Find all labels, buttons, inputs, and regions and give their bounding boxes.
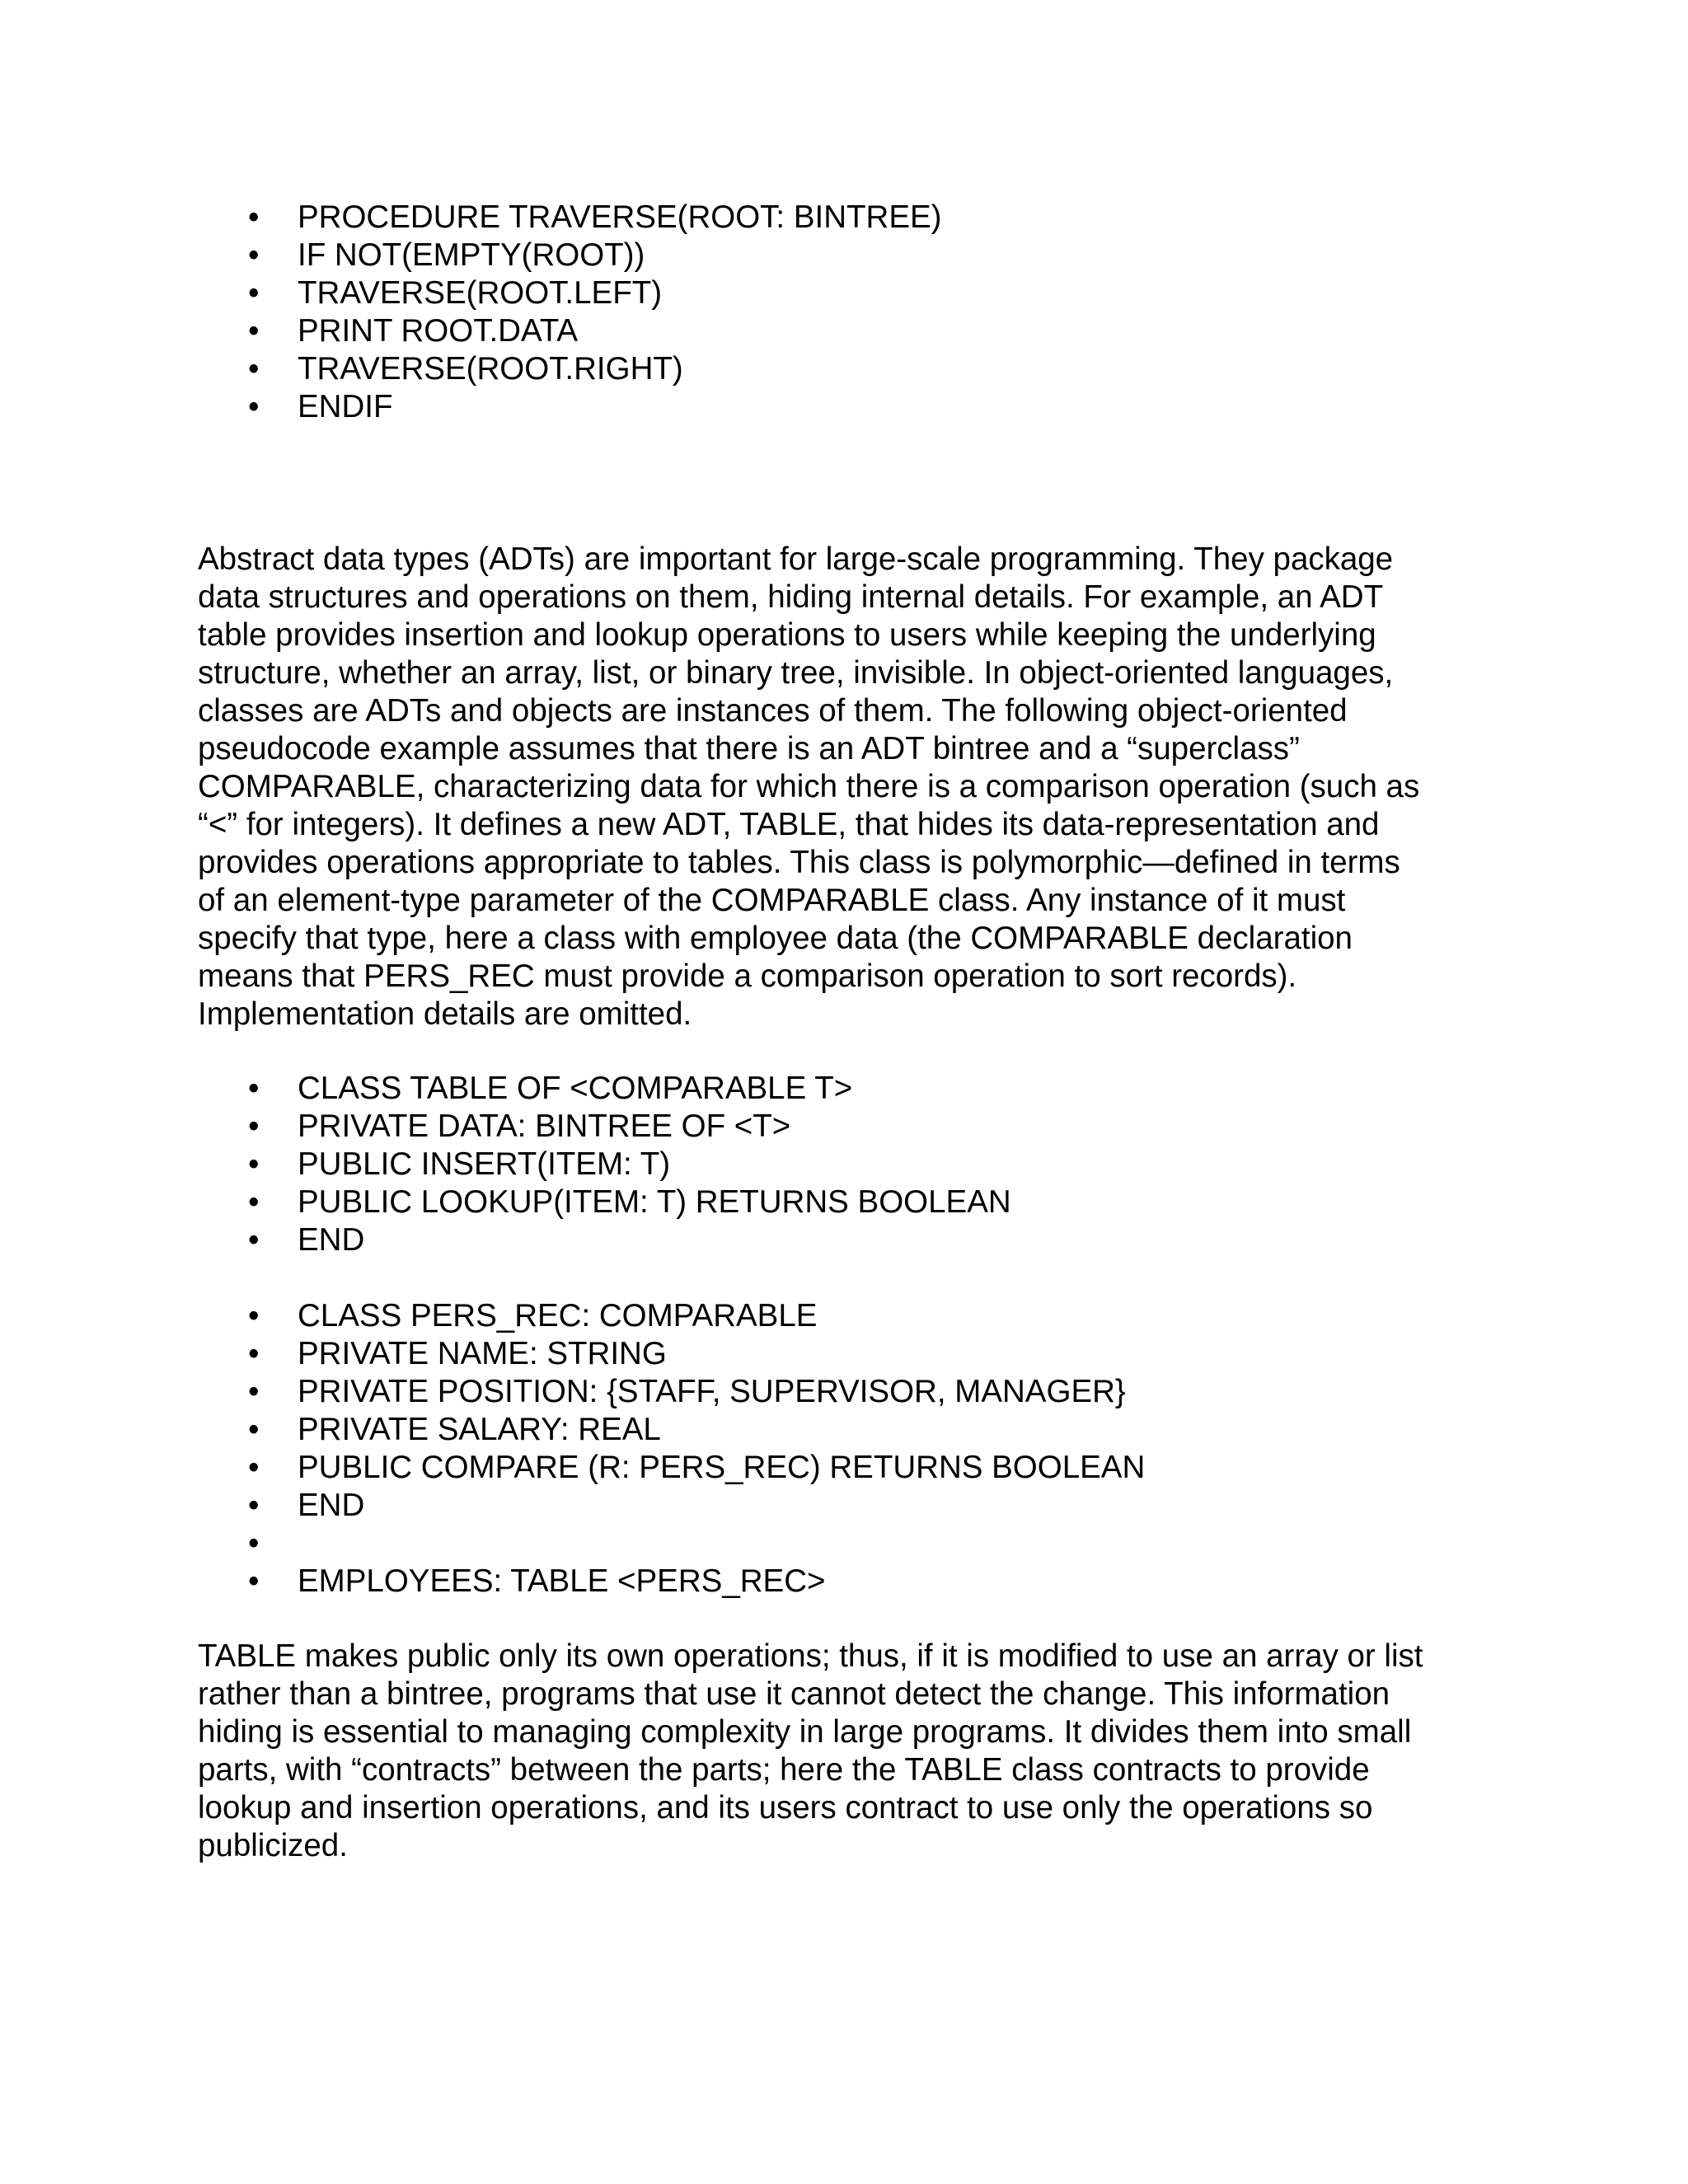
list-item-text: PRIVATE NAME: STRING: [298, 1336, 667, 1371]
bullet-icon: •: [248, 199, 260, 235]
bullet-icon: •: [248, 1488, 260, 1523]
paragraph-line: Abstract data types (ADTs) are important for large-scale programming. They package: [198, 541, 1394, 577]
information-hiding-paragraph: [198, 1638, 1517, 1865]
paragraph-line: TABLE makes public only its own operations; thus, if it is modified to use an array or list: [198, 1638, 1423, 1674]
list-item-text: PRIVATE POSITION: {STAFF, SUPERVISOR, MANAGER}: [298, 1374, 1126, 1409]
bullet-icon: •: [248, 313, 260, 349]
table-class-list: [198, 1070, 1011, 1259]
bullet-icon: •: [248, 1412, 260, 1447]
paragraph-line: COMPARABLE, characterizing data for which there is a comparison operation (such as: [198, 769, 1420, 804]
bullet-icon: •: [248, 1222, 260, 1258]
traverse-pseudocode-list: [198, 199, 942, 426]
list-item-text: CLASS TABLE OF <COMPARABLE T>: [298, 1071, 853, 1106]
list-item-text: ENDIF: [298, 389, 393, 424]
paragraph-line: classes are ADTs and objects are instances of them. The following object-oriented: [198, 693, 1348, 729]
list-item: [198, 1449, 1145, 1487]
bullet-icon: •: [248, 1071, 260, 1106]
paragraph-line: provides operations appropriate to tables. This class is polymorphic—defined in terms: [198, 845, 1400, 880]
paragraph-line: specify that type, here a class with employee data (the COMPARABLE declaration: [198, 921, 1353, 956]
paragraph-line: “<” for integers). It defines a new ADT, TABLE, that hides its data-representation and: [198, 807, 1380, 842]
list-item-text: TRAVERSE(ROOT.LEFT): [298, 275, 663, 311]
paragraph-line: hiding is essential to managing complexity in large programs. It divides them into small: [198, 1714, 1412, 1750]
list-item-text: PUBLIC COMPARE (R: PERS_REC) RETURNS BOOLEAN: [298, 1450, 1146, 1485]
list-item-text: PROCEDURE TRAVERSE(ROOT: BINTREE): [298, 199, 942, 235]
list-item: [198, 1335, 1145, 1373]
list-item: [198, 312, 942, 350]
list-item: [198, 1108, 1011, 1146]
list-item-text: IF NOT(EMPTY(ROOT)): [298, 237, 645, 273]
list-item: [198, 1070, 1011, 1108]
list-item-text: PUBLIC LOOKUP(ITEM: T) RETURNS BOOLEAN: [298, 1184, 1011, 1220]
list-item: [198, 1411, 1145, 1449]
paragraph-line: table provides insertion and lookup operations to users while keeping the underlying: [198, 617, 1376, 653]
list-item-text: CLASS PERS_REC: COMPARABLE: [298, 1298, 818, 1333]
bullet-icon: •: [248, 237, 260, 273]
bullet-icon: •: [248, 275, 260, 311]
paragraph-line: publicized.: [198, 1828, 348, 1863]
bullet-icon: •: [248, 1336, 260, 1371]
list-item: [198, 237, 942, 274]
list-item: [198, 274, 942, 312]
list-item-text: EMPLOYEES: TABLE <PERS_REC>: [298, 1563, 826, 1599]
bullet-icon: •: [248, 1184, 260, 1220]
list-item: [198, 1487, 1145, 1525]
list-item: [198, 388, 942, 426]
list-item-text: PRIVATE DATA: BINTREE OF <T>: [298, 1108, 791, 1144]
paragraph-line: structure, whether an array, list, or binary tree, invisible. In object-oriented languages,: [198, 655, 1394, 691]
list-item-text: END: [298, 1222, 365, 1258]
pers-rec-class-list: [198, 1297, 1145, 1601]
bullet-icon: •: [248, 1146, 260, 1182]
list-item-text: PRIVATE SALARY: REAL: [298, 1412, 661, 1447]
list-item: [198, 1525, 1145, 1563]
list-item: [198, 350, 942, 388]
bullet-icon: •: [248, 351, 260, 387]
paragraph-line: data structures and operations on them, hiding internal details. For example, an ADT: [198, 579, 1384, 615]
list-item-text: PUBLIC INSERT(ITEM: T): [298, 1146, 671, 1182]
bullet-icon: •: [248, 1108, 260, 1144]
paragraph-line: Implementation details are omitted.: [198, 996, 692, 1032]
list-item-text: END: [298, 1488, 365, 1523]
list-item: [198, 1373, 1145, 1411]
paragraph-line: parts, with “contracts” between the parts; here the TABLE class contracts to provide: [198, 1752, 1370, 1788]
paragraph-line: rather than a bintree, programs that use it cannot detect the change. This information: [198, 1676, 1390, 1712]
list-item: [198, 1563, 1145, 1601]
bullet-icon: •: [248, 1563, 260, 1599]
bullet-icon: •: [248, 1374, 260, 1409]
list-item-text: TRAVERSE(ROOT.RIGHT): [298, 351, 683, 387]
bullet-icon: •: [248, 1298, 260, 1333]
paragraph-line: lookup and insertion operations, and its users contract to use only the operations so: [198, 1790, 1373, 1825]
paragraph-line: pseudocode example assumes that there is an ADT bintree and a “superclass”: [198, 731, 1300, 766]
paragraph-line: of an element-type parameter of the COMPARABLE class. Any instance of it must: [198, 883, 1346, 918]
list-item: [198, 199, 942, 237]
list-item: [198, 1221, 1011, 1259]
paragraph-line: means that PERS_REC must provide a comparison operation to sort records).: [198, 958, 1297, 994]
list-item-text: PRINT ROOT.DATA: [298, 313, 579, 349]
bullet-icon: •: [248, 1526, 260, 1561]
list-item: [198, 1297, 1145, 1335]
bullet-icon: •: [248, 1450, 260, 1485]
list-item: [198, 1146, 1011, 1183]
list-item: [198, 1183, 1011, 1221]
adt-intro-paragraph: [198, 541, 1517, 1033]
bullet-icon: •: [248, 389, 260, 424]
